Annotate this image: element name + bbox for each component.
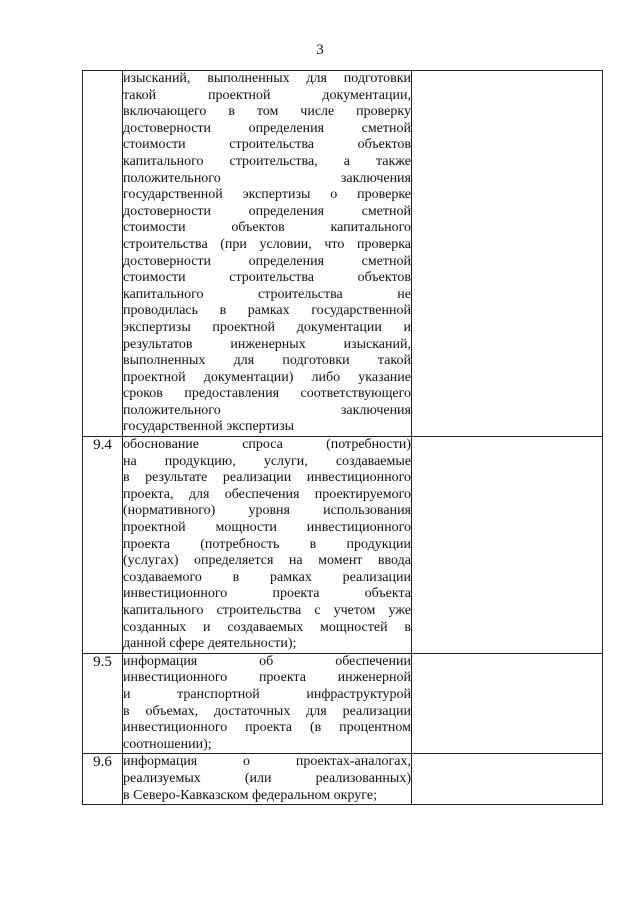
text-line: стоимости строительства объектов (123, 137, 411, 153)
empty-value-cell (412, 653, 603, 754)
text-line: стоимости строительства объектов (123, 270, 411, 286)
item-text-cell (123, 653, 412, 754)
text-line: проекта, для обеспечения проектируемого (123, 486, 411, 502)
table-row (83, 754, 603, 805)
text-line: положительного заключения (123, 170, 411, 186)
text-line: в объемах, достаточных для реализации (123, 703, 411, 719)
empty-value-cell (412, 437, 603, 654)
text-line: информация об обеспечении (123, 653, 411, 669)
text-line: такой проектной документации, (123, 87, 411, 103)
text-line: положительного заключения (123, 402, 411, 418)
item-number-cell: 9.5 (83, 653, 123, 754)
text-line: (нормативного) уровня использования (123, 503, 411, 519)
text-line: информация о проектах-аналогах, (123, 754, 411, 770)
text-line: изысканий, выполненных для подготовки (123, 71, 411, 86)
item-number-cell (83, 71, 123, 437)
text-line: создаваемого в рамках реализации (123, 569, 411, 585)
text-line: обоснование спроса (потребности) (123, 437, 411, 453)
text-line: сроков предоставления соответствующего (123, 386, 411, 402)
text-line: и транспортной инфраструктурой (123, 686, 411, 702)
table-row (83, 653, 603, 754)
text-line: инвестиционного проекта (в процентном (123, 720, 411, 736)
text-line: проекта (потребность в продукции (123, 536, 411, 552)
text-line: инвестиционного проекта инженерной (123, 670, 411, 686)
text-line: созданных и создаваемых мощностей в (123, 619, 411, 635)
text-line: в Северо-Кавказском федеральном округе; (123, 787, 377, 803)
text-line: реализуемых (или реализованных) (123, 770, 411, 786)
text-line: выполненных для подготовки такой (123, 353, 411, 369)
text-line: результатов инженерных изысканий, (123, 336, 411, 352)
requirements-table (82, 70, 603, 805)
text-line: экспертизы проектной документации и (123, 319, 411, 335)
text-line: проектной мощности инвестиционного (123, 520, 411, 536)
item-text-cell (123, 754, 412, 805)
empty-value-cell (412, 754, 603, 805)
text-line: государственной экспертизы (123, 419, 295, 435)
text-line: капитального строительства с учетом уже (123, 603, 411, 618)
text-line: (услугах) определяется на момент ввода (123, 553, 411, 569)
page-number: 3 (316, 42, 324, 58)
text-line: в результате реализации инвестиционного (123, 470, 411, 486)
text-line: достоверности определения сметной (123, 253, 411, 269)
text-line: капитального строительства не (123, 286, 411, 302)
text-line: проводилась в рамках государственной (123, 303, 411, 319)
item-number-cell: 9.4 (83, 437, 123, 654)
table-row (83, 437, 603, 654)
text-line: капитального строительства, а также (123, 153, 411, 169)
text-line: на продукцию, услуги, создаваемые (123, 453, 411, 469)
text-line: строительства (при условии, что проверка (123, 236, 411, 252)
text-line: достоверности определения сметной (123, 203, 411, 219)
text-line: стоимости объектов капитального (123, 220, 411, 236)
text-line: соотношении); (123, 736, 212, 752)
item-text-cell (123, 437, 412, 654)
text-line: проектной документации) либо указание (123, 369, 411, 385)
text-line: данной сфере деятельности); (123, 636, 297, 652)
item-text-cell (123, 71, 412, 437)
text-line: государственной экспертизы о проверке (123, 187, 411, 203)
text-line: включающего в том числе проверку (123, 104, 411, 120)
empty-value-cell (412, 71, 603, 437)
table-row (83, 71, 603, 437)
text-line: инвестиционного проекта объекта (123, 586, 411, 602)
text-line: достоверности определения сметной (123, 120, 411, 136)
item-number-cell: 9.6 (83, 754, 123, 805)
